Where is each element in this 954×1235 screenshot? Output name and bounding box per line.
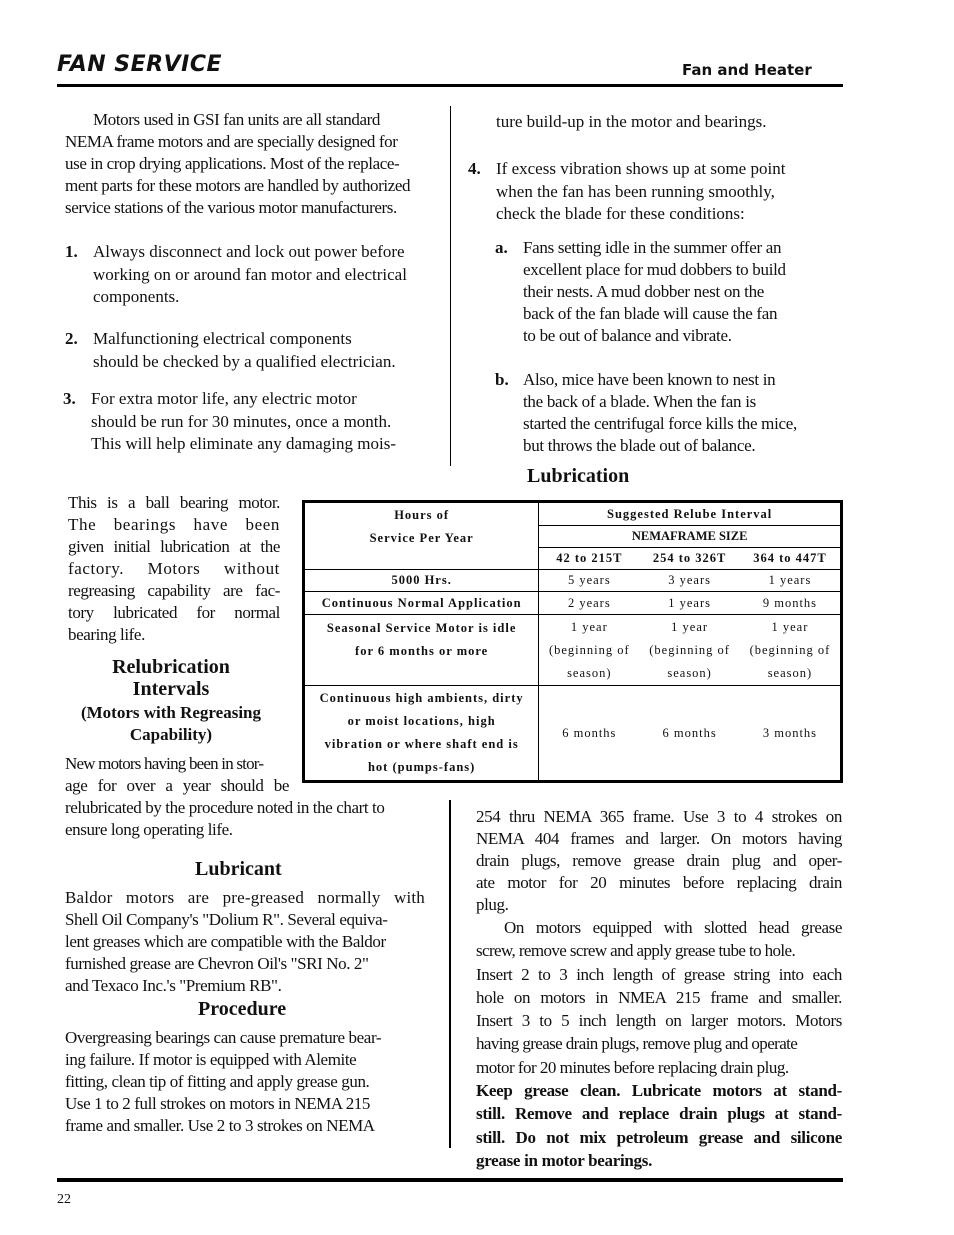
paragraph-line: regreasing capability are fac- — [68, 581, 280, 600]
step-3-continued: ture build-up in the motor and bearings. — [496, 112, 767, 131]
hours-header-cell — [304, 502, 539, 570]
frame-size-header-cell: NEMAFRAME SIZE — [539, 526, 842, 548]
step-1 — [65, 241, 435, 311]
row-label — [304, 686, 539, 782]
page-number: 22 — [57, 1192, 71, 1207]
table-row — [304, 615, 842, 686]
intro-paragraph — [65, 109, 425, 219]
column-divider-top — [450, 106, 451, 466]
slotted-screw-paragraph — [476, 916, 842, 1079]
paragraph-line: ensure long operating life. — [65, 820, 233, 839]
paragraph-line: still. Remove and replace drain plugs at stand- — [476, 1104, 842, 1124]
table-row — [304, 592, 842, 615]
row-label-line: or moist locations, high — [347, 714, 496, 728]
paragraph-line: Baldor motors are pre-greased normally with — [65, 888, 425, 907]
paragraph-line: plug. — [476, 895, 509, 914]
substep-line: but throws the blade out of balance. — [523, 436, 756, 455]
row-value: 1 years — [740, 570, 842, 592]
value-line: 1 year — [570, 619, 608, 634]
frame-col-header: 254 to 326T — [639, 548, 740, 570]
substep-line: the back of a blade. When the fan is — [523, 392, 756, 411]
paragraph-line: age for over a year should be — [65, 776, 289, 795]
lubricant-paragraph — [65, 887, 425, 997]
procedure-paragraph — [65, 1027, 435, 1137]
paragraph-line: grease in motor bearings. — [476, 1150, 653, 1170]
step-line: should be checked by a qualified electrician. — [93, 351, 396, 371]
step-line: This will help eliminate any damaging mois- — [91, 434, 396, 453]
table-row — [304, 686, 842, 782]
row-value: 2 years — [539, 592, 640, 615]
substep-line: to be out of balance and vibrate. — [523, 326, 732, 345]
row-label-line: hot (pumps-fans) — [367, 760, 476, 774]
hours-header-line: Hours of — [394, 508, 450, 522]
row-label: Continuous Normal Application — [304, 592, 539, 615]
paragraph-line: Insert 3 to 5 inch length on larger motors. Motors — [476, 1011, 842, 1031]
heading-line: Intervals — [132, 678, 210, 700]
paragraph-line: ate motor for 20 minutes before replacing drain — [476, 873, 842, 892]
substep-line: Also, mice have been known to nest in — [523, 370, 776, 389]
paragraph-line: still. Do not mix petroleum grease and silicone — [476, 1127, 842, 1147]
lubricant-heading: Lubricant — [195, 858, 282, 880]
intro-line: use in crop drying applications. Most of the replace- — [65, 154, 400, 173]
paragraph-line: Overgreasing bearings can cause premature bear- — [65, 1028, 382, 1047]
step-2 — [65, 328, 435, 376]
procedure-heading: Procedure — [198, 998, 287, 1020]
paragraph-line: On motors equipped with slotted head grease — [504, 918, 842, 937]
row-value — [539, 615, 640, 686]
paragraph-line: hole on motors in NMEA 215 frame and smaller. — [476, 987, 842, 1007]
hours-header-line: Service Per Year — [369, 531, 474, 545]
intro-line: NEMA frame motors and are specially designed for — [65, 132, 398, 151]
row-value — [639, 615, 740, 686]
procedure-continued — [476, 806, 842, 916]
substep-line: back of the fan blade will cause the fan — [523, 304, 778, 323]
row-label-line: for 6 months or more — [355, 644, 489, 658]
step-number: 3. — [63, 389, 76, 408]
row-label-line: Continuous high ambients, dirty — [319, 691, 524, 705]
lubrication-heading: Lubrication — [527, 465, 630, 487]
substep-line: started the centrifugal force kills the mice, — [523, 414, 797, 433]
value-line: (beginning of — [749, 642, 831, 657]
substep-line: excellent place for mud dobbers to build — [523, 260, 786, 279]
paragraph-line: Keep grease clean. Lubricate motors at stand- — [476, 1081, 842, 1100]
intro-line: Motors used in GSI fan units are all standard — [93, 110, 380, 129]
row-value: 6 months — [539, 686, 640, 782]
page-title: FAN SERVICE — [57, 52, 222, 77]
warning-paragraph — [476, 1079, 842, 1172]
row-label-line: vibration or where shaft end is — [324, 737, 519, 751]
heading-line: Relubrication — [112, 656, 230, 678]
row-label: 5000 Hrs. — [304, 570, 539, 592]
step-line: when the fan has been running smoothly, — [496, 181, 775, 201]
paragraph-line: furnished grease are Chevron Oil's "SRI No. 2" — [65, 954, 369, 973]
value-line: season) — [667, 665, 712, 680]
paragraph-line: fitting, clean tip of fitting and apply grease gun. — [65, 1072, 370, 1091]
row-value: 1 years — [639, 592, 740, 615]
substep-line: Fans setting idle in the summer offer an — [523, 238, 782, 257]
footer-rule — [57, 1178, 843, 1182]
step-line: For extra motor life, any electric motor — [91, 389, 357, 408]
relubrication-heading — [65, 656, 277, 700]
relube-interval-table — [302, 500, 843, 783]
paragraph-line: given initial lubrication at the — [68, 537, 280, 556]
value-line: (beginning of — [548, 642, 630, 657]
paragraph-line: bearing life. — [68, 625, 145, 644]
intro-line: ment parts for these motors are handled by authorized — [65, 176, 411, 195]
subheading-line: Capability) — [129, 725, 213, 744]
step-number: 4. — [468, 159, 481, 178]
relubrication-subheading — [65, 702, 277, 746]
header-rule — [57, 84, 843, 87]
step-line: working on or around fan motor and electrical — [93, 264, 407, 284]
relube-header-cell: Suggested Relube Interval — [539, 502, 842, 526]
step-3 — [63, 388, 438, 458]
subheading-line: (Motors with Regreasing — [80, 703, 262, 722]
ball-bearing-paragraph — [68, 492, 280, 646]
value-line: season) — [767, 665, 813, 680]
value-line: 1 year — [671, 619, 709, 634]
step-number: 2. — [65, 329, 78, 348]
frame-col-header: 42 to 215T — [539, 548, 640, 570]
paragraph-line: 254 thru NEMA 365 frame. Use 3 to 4 strokes on — [476, 807, 842, 826]
value-line: 1 year — [771, 619, 809, 634]
column-divider-bottom — [449, 800, 451, 1148]
paragraph-line: screw, remove screw and apply grease tube to hole. — [476, 941, 796, 961]
paragraph-line: drain plugs, remove grease drain plug and oper- — [476, 851, 842, 870]
paragraph-line: New motors having been in stor- — [65, 754, 264, 773]
table-row — [304, 570, 842, 592]
frame-col-header: 364 to 447T — [740, 548, 842, 570]
row-label — [304, 615, 539, 686]
paragraph-line: lent greases which are compatible with the Baldor — [65, 932, 386, 951]
substep-b — [495, 369, 840, 459]
paragraph-line: Insert 2 to 3 inch length of grease string into each — [476, 964, 842, 984]
step-4 — [468, 158, 843, 228]
step-line: components. — [93, 287, 180, 306]
value-line: season) — [567, 665, 612, 680]
paragraph-line: motor for 20 minutes before replacing drain plug. — [476, 1057, 789, 1077]
row-value: 6 months — [639, 686, 740, 782]
substep-label: b. — [495, 370, 509, 389]
substep-label: a. — [495, 238, 508, 257]
step-line: If excess vibration shows up at some point — [496, 159, 786, 178]
row-value — [740, 615, 842, 686]
step-line: Malfunctioning electrical components — [93, 329, 352, 348]
step-line: should be run for 30 minutes, once a month. — [91, 411, 392, 431]
step-line: Always disconnect and lock out power before — [93, 242, 405, 261]
step-number: 1. — [65, 242, 78, 261]
paragraph-line: NEMA 404 frames and larger. On motors having — [476, 829, 842, 848]
step-line: check the blade for these conditions: — [496, 204, 745, 223]
paragraph-line: ing failure. If motor is equipped with Alemite — [65, 1050, 357, 1069]
paragraph-line: tory lubricated for normal — [68, 603, 280, 622]
intro-line: service stations of the various motor manufacturers. — [65, 198, 397, 217]
row-value: 5 years — [539, 570, 640, 592]
substep-line: their nests. A mud dobber nest on the — [523, 282, 765, 301]
paragraph-line: relubricated by the procedure noted in the chart to — [65, 798, 385, 817]
row-value: 3 years — [639, 570, 740, 592]
paragraph-line: and Texaco Inc.'s "Premium RB". — [65, 976, 282, 995]
value-line: (beginning of — [649, 642, 730, 657]
section-subtitle: Fan and Heater — [682, 61, 812, 79]
paragraph-line: having grease drain plugs, remove plug and operate — [476, 1034, 798, 1054]
paragraph-line: Shell Oil Company's "Dolium R". Several equiva- — [65, 910, 388, 929]
paragraph-line: frame and smaller. Use 2 to 3 strokes on NEMA — [65, 1116, 375, 1135]
row-value: 9 months — [740, 592, 842, 615]
paragraph-line: This is a ball bearing motor. — [68, 493, 280, 512]
paragraph-line: Use 1 to 2 full strokes on motors in NEMA 215 — [65, 1094, 370, 1113]
substep-a — [495, 237, 840, 349]
row-label-line: Seasonal Service Motor is idle — [326, 621, 517, 635]
paragraph-line: The bearings have been — [68, 515, 280, 534]
paragraph-line: factory. Motors without — [68, 559, 280, 578]
row-value: 3 months — [740, 686, 842, 782]
